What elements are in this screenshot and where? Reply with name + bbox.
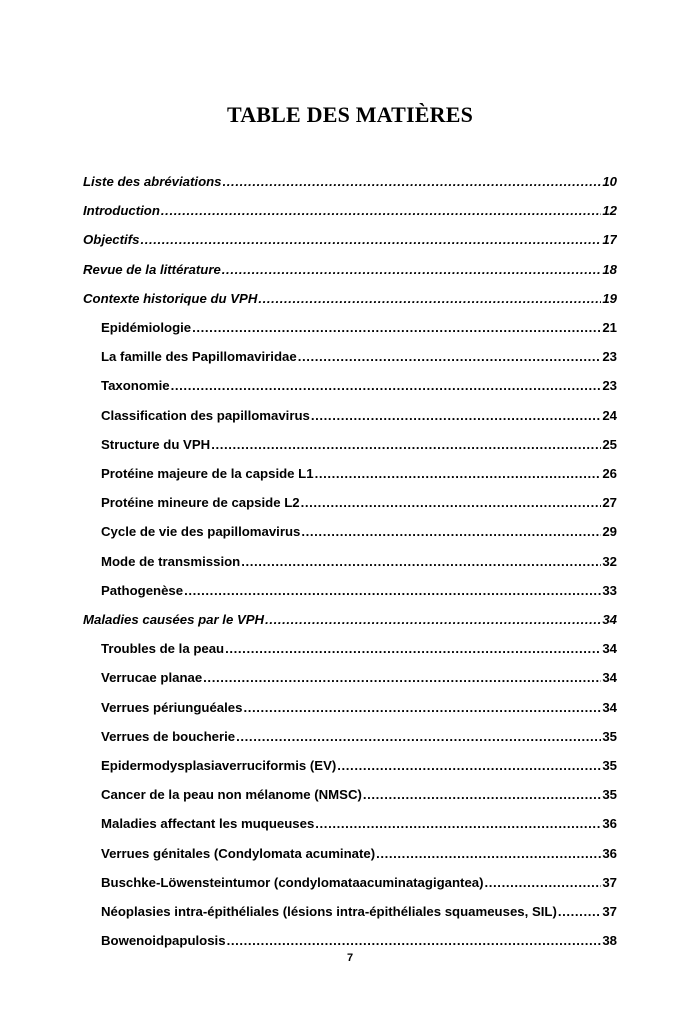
toc-entry-page: 35 — [602, 787, 617, 803]
toc-entry-label: Maladies affectant les muqueuses — [101, 816, 315, 832]
dot-leader — [192, 316, 601, 340]
dot-leader — [485, 871, 602, 895]
toc-entry-label: Cycle de vie des papillomavirus — [101, 524, 301, 540]
toc-entry[interactable] — [101, 520, 617, 544]
dot-leader — [171, 374, 602, 398]
toc-entry-label: Bowenoidpapulosis — [101, 933, 226, 949]
toc-entry[interactable] — [101, 696, 617, 720]
toc-entry-page: 37 — [602, 874, 617, 890]
toc-entry-page: 12 — [602, 203, 617, 219]
toc-entry-page: 35 — [602, 728, 617, 744]
toc-entry-label: Objectifs — [83, 232, 140, 248]
dot-leader — [225, 637, 601, 661]
dot-leader — [265, 608, 601, 632]
toc-entry-page: 23 — [602, 378, 617, 394]
toc-entry-page: 32 — [602, 553, 617, 569]
toc-entry-label: Epidermodysplasiaverruciformis (EV) — [101, 758, 337, 773]
toc-entry[interactable] — [101, 637, 617, 661]
toc-entry-page: 23 — [602, 349, 617, 365]
toc-entry-page: 33 — [602, 582, 617, 598]
toc-entry[interactable] — [83, 228, 617, 252]
toc-entry-label: Verrucae planae — [101, 670, 203, 686]
toc-entry-page: 34 — [602, 670, 617, 686]
toc-entry-page: 34 — [602, 641, 617, 657]
toc-entry-page: 34 — [602, 699, 617, 715]
toc-entry[interactable] — [101, 462, 617, 486]
toc-entry[interactable] — [83, 199, 617, 223]
toc-entry-label: Troubles de la peau — [101, 641, 225, 657]
dot-leader — [243, 696, 601, 720]
toc-entry-page: 36 — [602, 816, 617, 832]
dot-leader — [258, 287, 601, 311]
toc-entry[interactable] — [83, 608, 617, 632]
dot-leader — [140, 228, 601, 252]
toc-entry[interactable] — [101, 783, 617, 807]
dot-leader — [241, 550, 601, 574]
toc-entry[interactable] — [101, 666, 617, 690]
toc-entry[interactable] — [101, 725, 617, 749]
toc-entry[interactable] — [101, 842, 617, 866]
toc-entry[interactable] — [101, 871, 617, 895]
toc-entry-label: Contexte historique du VPH — [83, 290, 258, 306]
dot-leader — [363, 783, 601, 807]
toc-entry[interactable] — [101, 579, 617, 603]
toc-entry-page: 27 — [602, 495, 617, 511]
dot-leader — [558, 900, 601, 924]
toc-entry-page: 10 — [602, 174, 617, 189]
toc-entry[interactable] — [101, 316, 617, 340]
toc-entry-label: Introduction — [83, 203, 160, 219]
toc-entry[interactable] — [101, 550, 617, 574]
dot-leader — [298, 345, 602, 369]
toc-entry-page: 35 — [602, 758, 617, 773]
toc-entry-label: Maladies causées par le VPH — [83, 612, 265, 627]
toc-entry-page: 24 — [602, 407, 617, 423]
toc-entry-label: Buschke-Löwensteintumor (condylomataacuminatagigantea) — [101, 874, 484, 890]
toc-entry[interactable] — [101, 491, 617, 515]
toc-entry-page: 26 — [602, 466, 617, 481]
dot-leader — [337, 754, 601, 778]
toc-entry[interactable] — [101, 433, 617, 457]
toc-entry-label: Epidémiologie — [101, 320, 192, 335]
toc-entry-label: Protéine mineure de capside L2 — [101, 495, 300, 511]
toc-entry-label: Cancer de la peau non mélanome (NMSC) — [101, 787, 362, 803]
toc-entry-label: Taxonomie — [101, 378, 170, 394]
toc-entry-label: Classification des papillomavirus — [101, 407, 310, 423]
dot-leader — [301, 491, 602, 515]
toc-entry[interactable] — [101, 812, 617, 836]
toc-entry-page: 29 — [602, 524, 617, 540]
toc-entry-label: La famille des Papillomaviridae — [101, 349, 297, 365]
page-title: TABLE DES MATIÈRES — [226, 102, 474, 127]
toc-entry[interactable] — [101, 929, 617, 953]
toc-entry-label: Néoplasies intra-épithéliales (lésions intra-épithéliales squameuses, SIL) — [101, 904, 557, 919]
dot-leader — [311, 404, 601, 428]
toc-entry-label: Protéine majeure de la capside L1 — [101, 466, 314, 481]
page-number: 7 — [346, 952, 354, 964]
dot-leader — [223, 170, 602, 194]
toc-entry-page: 38 — [602, 933, 617, 949]
dot-leader — [184, 579, 601, 603]
toc-entry[interactable] — [83, 287, 617, 311]
dot-leader — [211, 433, 601, 457]
toc-entry-label: Structure du VPH — [101, 436, 211, 452]
toc-entry[interactable] — [101, 754, 617, 778]
dot-leader — [227, 929, 602, 953]
toc-entry-page: 25 — [602, 436, 617, 452]
toc-entry[interactable] — [83, 258, 617, 282]
toc-entry-label: Pathogenèse — [101, 582, 184, 598]
toc-entry[interactable] — [101, 345, 617, 369]
dot-leader — [236, 725, 601, 749]
dot-leader — [161, 199, 601, 223]
toc-entry[interactable] — [101, 374, 617, 398]
dot-leader — [203, 666, 601, 690]
toc-entry-label: Liste des abréviations — [83, 174, 222, 189]
toc-entry[interactable] — [101, 404, 617, 428]
toc-entry-page: 34 — [602, 612, 617, 627]
toc-entry-label: Verrues de boucherie — [101, 728, 236, 744]
toc-entry-label: Mode de transmission — [101, 553, 241, 569]
dot-leader — [301, 520, 601, 544]
toc-entry[interactable] — [101, 900, 617, 924]
dot-leader — [315, 462, 602, 486]
toc-entry-label: Verrues génitales (Condylomata acuminate) — [101, 845, 376, 861]
toc-entry-label: Verrues périunguéales — [101, 699, 243, 715]
toc-entry-label: Revue de la littérature — [83, 261, 221, 277]
toc-entry-page: 18 — [602, 261, 617, 277]
toc-entry-page: 17 — [602, 232, 617, 248]
toc-entry-page: 36 — [602, 845, 617, 861]
dot-leader — [315, 812, 601, 836]
toc-entry-page: 21 — [602, 320, 617, 335]
toc-entry-page: 19 — [602, 290, 617, 306]
toc-entry-page: 37 — [602, 904, 617, 919]
dot-leader — [222, 258, 602, 282]
dot-leader — [376, 842, 601, 866]
toc-entry[interactable] — [83, 170, 617, 194]
